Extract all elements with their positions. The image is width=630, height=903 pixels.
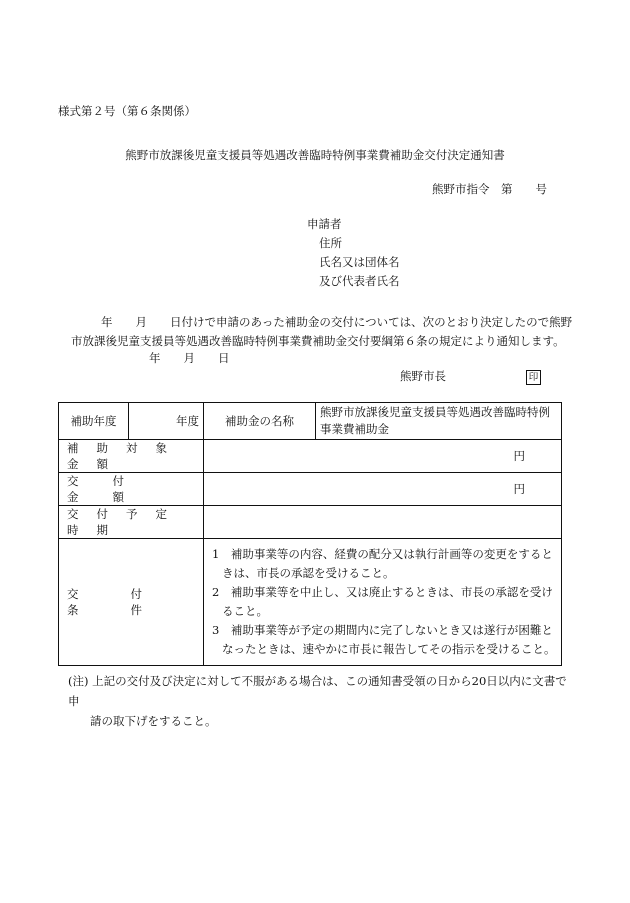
target-amount-label: 補助対象金額 <box>59 440 204 473</box>
grant-amount-field[interactable]: 円 <box>204 473 562 506</box>
fiscal-year-field[interactable]: 年度 <box>129 403 204 440</box>
footnote-line-2: 請の取下げをすること。 <box>90 714 217 728</box>
grant-name-value: 熊野市放課後児童支援員等処遇改善臨時特例事業費補助金 <box>316 403 562 440</box>
target-amount-field[interactable]: 円 <box>204 440 562 473</box>
footnote <box>68 671 578 731</box>
document-title: 熊野市放課後児童支援員等処遇改善臨時特例事業費補助金交付決定通知書 <box>125 148 505 162</box>
table-row <box>59 473 562 506</box>
applicant-address-label: 住所 <box>319 236 342 250</box>
fiscal-year-label: 補助年度 <box>59 403 129 440</box>
grant-name-label: 補助金の名称 <box>204 403 316 440</box>
applicant-representative-label: 及び代表者氏名 <box>319 274 400 288</box>
conditions-label: 交付条件 <box>59 539 204 666</box>
condition-item-1: 1 補助事業等の内容、経費の配分又は執行計画等の変更をするときは、市長の承認を受けること。 <box>212 547 553 580</box>
document-number: 熊野市指令 第 号 <box>432 182 547 196</box>
table-row <box>59 539 562 666</box>
condition-item-3: 3 補助事業等が予定の期間内に完了しないとき又は遂行が困難となったときは、速やかに市長に報告してその指示を受けること。 <box>212 623 556 656</box>
body-line-2: 市放課後児童支援員等処遇改善臨時特例事業費補助金交付要綱第６条の規定により通知します。 <box>71 334 565 348</box>
applicant-heading: 申請者 <box>307 217 342 231</box>
applicant-block <box>307 215 400 291</box>
date-line: 年 月 日 <box>149 351 230 365</box>
table-row <box>59 403 562 440</box>
body-line-1: 年 月 日付けで申請のあった補助金の交付については、次のとおり決定したので熊野 <box>101 315 573 329</box>
schedule-label: 交付予定時期 <box>59 506 204 539</box>
grant-table <box>58 402 562 666</box>
form-number: 様式第２号（第６条関係） <box>58 104 196 118</box>
body-text <box>71 313 576 351</box>
footnote-line-1: (注) 上記の交付及び決定に対して不服がある場合は、この通知書受領の日から20日以内に文書で申 <box>68 674 567 708</box>
conditions-list <box>204 539 562 666</box>
mayor-title: 熊野市長 <box>400 369 446 383</box>
mayor-line <box>400 368 541 385</box>
condition-item-2: 2 補助事業等を中止し、又は廃止するときは、市長の承認を受けること。 <box>212 585 553 618</box>
grant-amount-label: 交付金額 <box>59 473 204 506</box>
applicant-name-label: 氏名又は団体名 <box>319 255 400 269</box>
table-row <box>59 440 562 473</box>
seal-mark: 印 <box>526 370 541 385</box>
table-row <box>59 506 562 539</box>
schedule-field[interactable] <box>204 506 562 539</box>
